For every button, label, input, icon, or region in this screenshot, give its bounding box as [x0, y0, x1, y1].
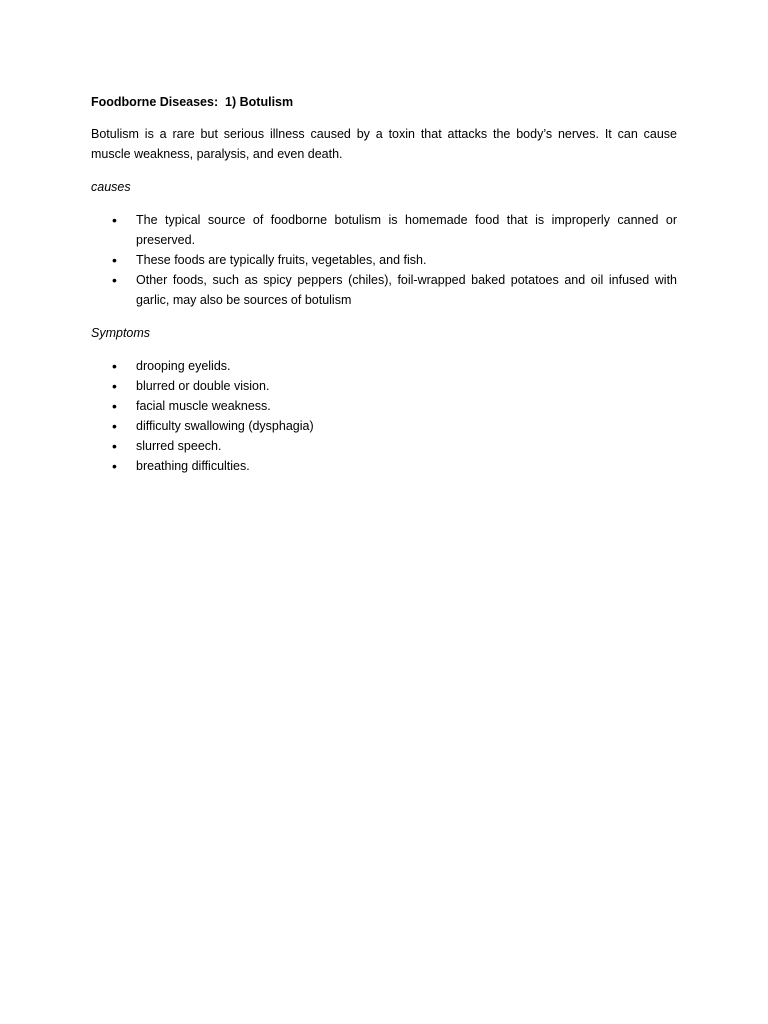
bullet-icon: •	[112, 438, 117, 454]
list-item-text: breathing difficulties.	[136, 459, 250, 473]
document-body	[91, 92, 677, 489]
bullet-icon: •	[112, 458, 117, 474]
intro-paragraph: Botulism is a rare but serious illness caused by a toxin that attacks the body’s nerves. It can cause muscle weakness, paralysis, and even death.	[91, 127, 677, 161]
list-item-text: blurred or double vision.	[136, 379, 270, 393]
list-item	[91, 416, 677, 436]
causes-heading: causes	[91, 180, 131, 194]
causes-list	[91, 210, 677, 310]
bullet-icon: •	[112, 252, 117, 268]
symptoms-heading: Symptoms	[91, 326, 151, 340]
symptoms-list	[91, 356, 677, 476]
list-item	[91, 436, 677, 456]
list-item-text: The typical source of foodborne botulism is homemade food that is improperly canned or preserved.	[136, 213, 677, 247]
bullet-icon: •	[112, 212, 117, 228]
list-item	[91, 376, 677, 396]
bullet-icon: •	[112, 418, 117, 434]
list-item-text: Other foods, such as spicy peppers (chiles), foil-wrapped baked potatoes and oil infused with garlic, may also be sources of botulism	[136, 273, 677, 307]
list-item	[91, 210, 677, 250]
list-item	[91, 396, 677, 416]
bullet-icon: •	[112, 272, 117, 288]
list-item-text: difficulty swallowing (dysphagia)	[136, 419, 314, 433]
list-item-text: facial muscle weakness.	[136, 399, 271, 413]
bullet-icon: •	[112, 378, 117, 394]
list-item	[91, 456, 677, 476]
bullet-icon: •	[112, 398, 117, 414]
list-item	[91, 250, 677, 270]
bullet-icon: •	[112, 358, 117, 374]
list-item	[91, 270, 677, 310]
list-item-text: These foods are typically fruits, vegetables, and fish.	[136, 253, 427, 267]
list-item-text: drooping eyelids.	[136, 359, 231, 373]
list-item-text: slurred speech.	[136, 439, 222, 453]
list-item	[91, 356, 677, 376]
document-title: Foodborne Diseases: 1) Botulism	[91, 95, 294, 109]
